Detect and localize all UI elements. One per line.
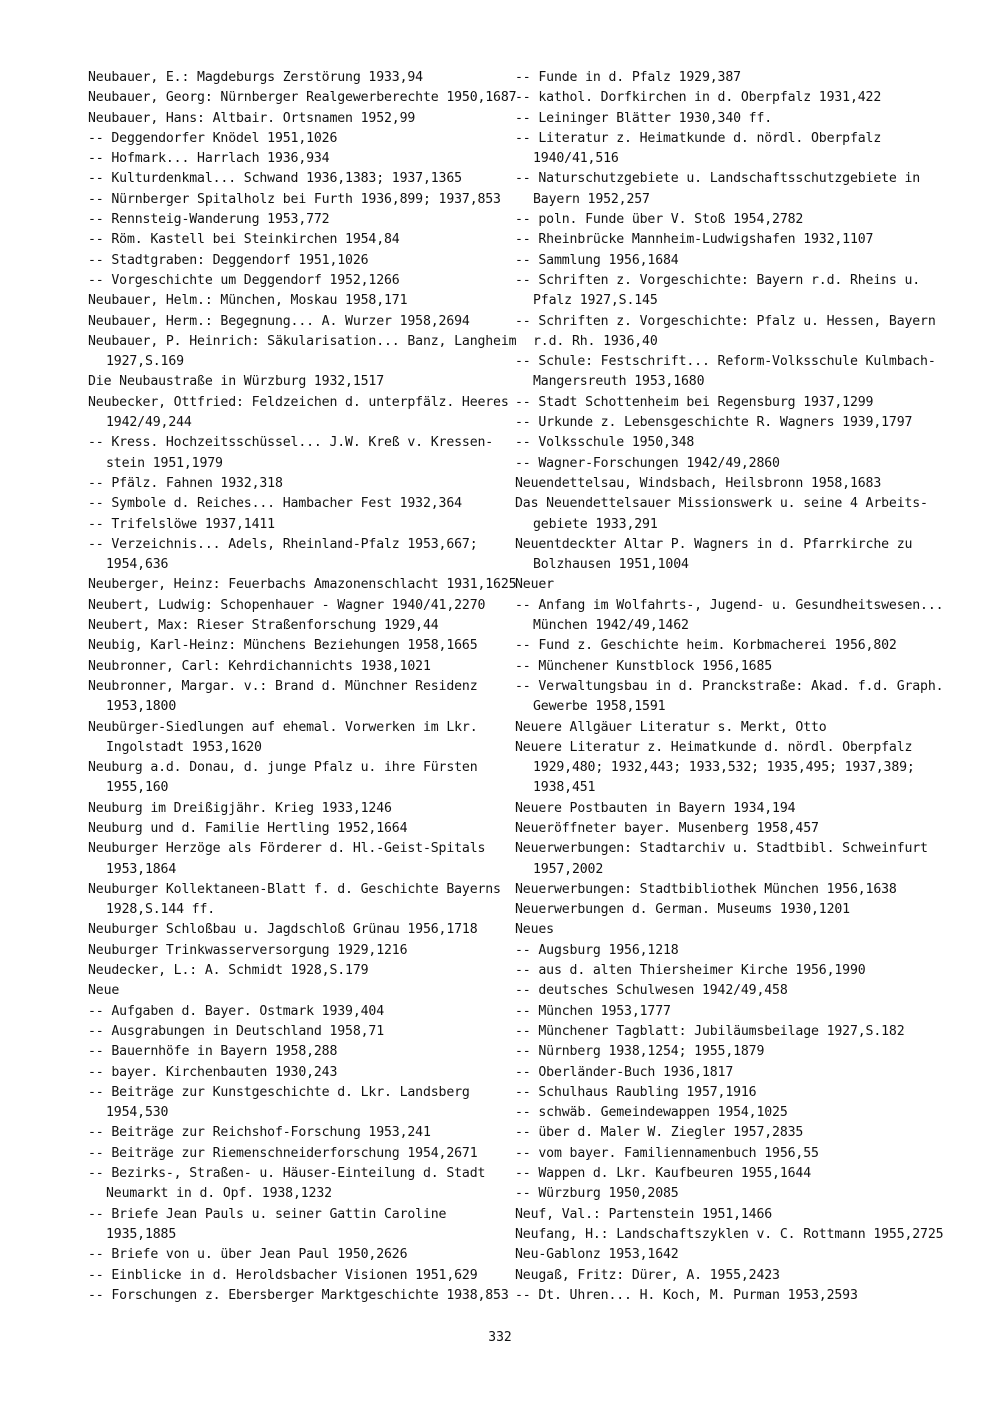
index-entry-text: -- Schulhaus Raubling 1957,1916	[515, 1084, 757, 1100]
index-entry-continuation: Ingolstadt 1953,1620	[106, 739, 262, 755]
index-entry	[515, 880, 955, 900]
index-entry-text: Neuburger Schloßbau u. Jagdschloß Grünau 1956,1718	[88, 922, 478, 938]
index-entry-continuation: München 1942/49,1462	[533, 618, 689, 634]
index-entry	[515, 1286, 955, 1306]
index-entry-text: -- Ausgrabungen in Deutschland 1958,71	[88, 1023, 385, 1039]
index-entry-text: Neues	[515, 922, 554, 938]
index-entry-text: -- Briefe von u. über Jean Paul 1950,2626	[88, 1247, 408, 1263]
index-entry-text: -- Münchener Kunstblock 1956,1685	[515, 658, 773, 674]
index-entry	[88, 657, 528, 677]
index-entry-text: Die Neubaustraße in Würzburg 1932,1517	[88, 374, 385, 390]
index-entry-continuation: 1942/49,244	[106, 415, 192, 431]
index-entry	[515, 230, 955, 250]
index-entry	[515, 494, 955, 535]
index-entry	[515, 738, 955, 799]
index-entry	[88, 1245, 528, 1265]
index-entry-text: -- Fund z. Geschichte heim. Korbmacherei 1956,802	[515, 638, 897, 654]
index-entry-text: -- Beiträge zur Reichshof-Forschung 1953,241	[88, 1125, 431, 1141]
index-entry-text: Neuere Allgäuer Literatur s. Merkt, Otto	[515, 719, 827, 735]
index-entry-text: Neueröffneter bayer. Musenberg 1958,457	[515, 820, 819, 836]
index-entry-text: -- Wagner-Forschungen 1942/49,2860	[515, 455, 780, 471]
index-entry-text: -- Schriften z. Vorgeschichte: Bayern r.d. Rheins u.	[515, 272, 921, 288]
index-entry	[88, 312, 528, 332]
index-entry-text: -- Wappen d. Lkr. Kaufbeuren 1955,1644	[515, 1166, 812, 1182]
index-entry	[515, 900, 955, 920]
index-entry-text: -- Schule: Festschrift... Reform-Volksschule Kulmbach-	[515, 354, 936, 370]
index-entry-text: Neubronner, Carl: Kehrdichannichts 1938,1021	[88, 658, 431, 674]
index-entry-text: -- Nürnberger Spitalholz bei Furth 1936,899; 1937,853	[88, 191, 501, 207]
index-entry	[515, 941, 955, 961]
index-entry-text: -- Beiträge zur Riemenschneiderforschung 1954,2671	[88, 1145, 478, 1161]
index-entry	[88, 291, 528, 311]
index-entry	[515, 433, 955, 453]
index-entry-continuation: 1954,530	[106, 1105, 169, 1121]
index-entry-text: Neuere Literatur z. Heimatkunde d. nördl. Oberpfalz	[515, 739, 913, 755]
index-entry-text: Neugaß, Fritz: Dürer, A. 1955,2423	[515, 1267, 780, 1283]
index-entry	[88, 251, 528, 271]
index-entry	[515, 1205, 955, 1225]
index-entry-text: Neubürger-Siedlungen auf ehemal. Vorwerken im Lkr.	[88, 719, 478, 735]
index-entry	[88, 210, 528, 230]
index-entry	[88, 677, 528, 718]
index-entry-continuation: 1953,1864	[106, 861, 177, 877]
index-entry-text: -- deutsches Schulwesen 1942/49,458	[515, 983, 788, 999]
index-entry-continuation: 1938,451	[533, 780, 596, 796]
index-entry-text: Neuere Postbauten in Bayern 1934,194	[515, 800, 796, 816]
index-entry-text: -- Verzeichnis... Adels, Rheinland-Pfalz 1953,667;	[88, 536, 478, 552]
index-entry-text: -- Leininger Blätter 1930,340 ff.	[515, 110, 773, 126]
index-entry	[515, 1083, 955, 1103]
index-entry	[515, 596, 955, 637]
index-entry-text: Neuerwerbungen d. German. Museums 1930,1201	[515, 902, 850, 918]
index-entry	[88, 494, 528, 514]
index-entry-text: Das Neuendettelsauer Missionswerk u. seine 4 Arbeits-	[515, 496, 928, 512]
index-entry-text: -- Röm. Kastell bei Steinkirchen 1954,84	[88, 232, 400, 248]
index-entry-text: Neuburg a.d. Donau, d. junge Pfalz u. ihre Fürsten	[88, 760, 478, 776]
index-entry-text: -- Oberländer-Buch 1936,1817	[515, 1064, 734, 1080]
index-entry	[515, 68, 955, 88]
index-entry	[88, 190, 528, 210]
index-entry-text: Neuburg und d. Familie Hertling 1952,1664	[88, 820, 408, 836]
index-entry	[88, 535, 528, 576]
index-entry	[515, 1042, 955, 1062]
index-entry	[515, 718, 955, 738]
index-entry	[515, 454, 955, 474]
index-entry	[515, 1164, 955, 1184]
index-entry	[515, 169, 955, 210]
index-entry-text: -- Münchener Tagblatt: Jubiläumsbeilage 1927,S.182	[515, 1023, 905, 1039]
index-entry-text: Neuberger, Heinz: Feuerbachs Amazonenschlacht 1931,1625	[88, 577, 517, 593]
index-entry	[88, 1266, 528, 1286]
index-entry-text: -- Stadtgraben: Deggendorf 1951,1026	[88, 252, 369, 268]
index-entry	[515, 657, 955, 677]
index-entry-continuation: 1935,1885	[106, 1226, 177, 1242]
index-entry-text: -- Dt. Uhren... H. Koch, M. Purman 1953,2593	[515, 1287, 858, 1303]
index-entry-text: -- Deggendorfer Knödel 1951,1026	[88, 130, 338, 146]
index-entry-text: -- Pfälz. Fahnen 1932,318	[88, 475, 283, 491]
index-entry-text: Neu-Gablonz 1953,1642	[515, 1247, 679, 1263]
index-entry-continuation: Pfalz 1927,S.145	[533, 293, 658, 309]
index-entry	[88, 981, 528, 1001]
index-entry	[515, 109, 955, 129]
index-entry-continuation: 1927,S.169	[106, 354, 184, 370]
index-entry	[88, 1042, 528, 1062]
index-entry	[88, 88, 528, 108]
index-entry	[515, 1063, 955, 1083]
index-entry-text: -- Trifelslöwe 1937,1411	[88, 516, 275, 532]
index-entry-text: -- Sammlung 1956,1684	[515, 252, 679, 268]
index-entry-text: Neuerwerbungen: Stadtarchiv u. Stadtbibl. Schweinfurt	[515, 841, 928, 857]
index-entry	[88, 271, 528, 291]
index-entry	[515, 1225, 955, 1245]
index-entry-text: Neufang, H.: Landschaftszyklen v. C. Rottmann 1955,2725	[515, 1226, 944, 1242]
index-entry-continuation: Bolzhausen 1951,1004	[533, 557, 689, 573]
index-entry	[515, 981, 955, 1001]
index-entry-text: -- vom bayer. Familiennamenbuch 1956,55	[515, 1145, 819, 1161]
index-entry-text: -- München 1953,1777	[515, 1003, 671, 1019]
index-entry	[515, 1002, 955, 1022]
index-entry-text: Neubauer, Herm.: Begegnung... A. Wurzer 1958,2694	[88, 313, 470, 329]
index-entry	[88, 149, 528, 169]
index-entry	[88, 575, 528, 595]
index-entry-text: Neuburger Kollektaneen-Blatt f. d. Geschichte Bayerns	[88, 881, 501, 897]
index-entry-continuation: 1940/41,516	[533, 151, 619, 167]
index-entry-continuation: Gewerbe 1958,1591	[533, 699, 666, 715]
index-entry	[88, 1002, 528, 1022]
index-entry	[88, 1205, 528, 1246]
index-entry	[515, 575, 955, 595]
index-entry	[515, 1103, 955, 1123]
index-entry	[88, 372, 528, 392]
index-entry-text: -- Würzburg 1950,2085	[515, 1186, 679, 1202]
index-entry-text: Neuburger Herzöge als Förderer d. Hl.-Geist-Spitals	[88, 841, 486, 857]
index-entry	[88, 961, 528, 981]
index-column-right	[515, 68, 955, 1306]
index-entry-text: -- Beiträge zur Kunstgeschichte d. Lkr. Landsberg	[88, 1084, 470, 1100]
index-entry-text: Neubronner, Margar. v.: Brand d. Münchner Residenz	[88, 678, 478, 694]
index-entry	[515, 1144, 955, 1164]
index-entry	[515, 352, 955, 393]
index-entry	[515, 1022, 955, 1042]
index-entry-text: Neuburg im Dreißigjähr. Krieg 1933,1246	[88, 800, 392, 816]
index-entry-continuation: r.d. Rh. 1936,40	[533, 333, 658, 349]
index-entry-continuation: 1955,160	[106, 780, 169, 796]
index-entry-text: -- Schriften z. Vorgeschichte: Pfalz u. Hessen, Bayern	[515, 313, 936, 329]
index-entry	[88, 515, 528, 535]
index-entry	[88, 718, 528, 759]
index-entry-continuation: gebiete 1933,291	[533, 516, 658, 532]
index-entry-text: -- Nürnberg 1938,1254; 1955,1879	[515, 1044, 765, 1060]
index-entry-text: Neubauer, E.: Magdeburgs Zerstörung 1933,94	[88, 70, 423, 85]
index-entry-text: -- Kulturdenkmal... Schwand 1936,1383; 1937,1365	[88, 171, 462, 187]
index-entry	[88, 758, 528, 799]
index-entry-text: -- Verwaltungsbau in d. Pranckstraße: Akad. f.d. Graph.	[515, 678, 944, 694]
index-entry-text: -- Symbole d. Reiches... Hambacher Fest 1932,364	[88, 496, 462, 512]
index-entry	[88, 636, 528, 656]
index-entry	[88, 1164, 528, 1205]
index-entry-text: -- Bezirks-, Straßen- u. Häuser-Einteilung d. Stadt	[88, 1166, 486, 1182]
index-entry	[515, 271, 955, 312]
index-entry-text: -- Literatur z. Heimatkunde d. nördl. Oberpfalz	[515, 130, 882, 146]
index-entry-text: -- Forschungen z. Ebersberger Marktgeschichte 1938,853	[88, 1287, 509, 1303]
index-entry-text: -- Volksschule 1950,348	[515, 435, 695, 451]
index-entry-text: Neuburger Trinkwasserversorgung 1929,1216	[88, 942, 408, 958]
index-entry-text: Neuer	[515, 577, 554, 593]
index-entry	[88, 393, 528, 434]
index-entry-text: -- Bauernhöfe in Bayern 1958,288	[88, 1044, 338, 1060]
index-entry-text: -- Urkunde z. Lebensgeschichte R. Wagners 1939,1797	[515, 415, 913, 431]
index-entry-text: -- poln. Funde über V. Stoß 1954,2782	[515, 212, 804, 228]
index-entry-text: -- Briefe Jean Pauls u. seiner Gattin Caroline	[88, 1206, 447, 1222]
index-entry-text: Neubecker, Ottfried: Feldzeichen d. unterpfälz. Heeres	[88, 394, 509, 410]
index-entry	[88, 129, 528, 149]
index-entry	[515, 636, 955, 656]
index-entry	[88, 332, 528, 373]
index-entry	[88, 1123, 528, 1143]
index-entry	[515, 413, 955, 433]
index-entry	[88, 230, 528, 250]
index-entry	[515, 961, 955, 981]
index-entry	[515, 839, 955, 880]
index-entry	[515, 88, 955, 108]
index-entry-text: Neuerwerbungen: Stadtbibliothek München 1956,1638	[515, 881, 897, 897]
index-entry-text: Neubauer, Hans: Altbair. Ortsnamen 1952,99	[88, 110, 416, 126]
index-entry-text: -- Vorgeschichte um Deggendorf 1952,1266	[88, 272, 400, 288]
index-entry-continuation: Bayern 1952,257	[533, 191, 650, 207]
index-entry-continuation: stein 1951,1979	[106, 455, 223, 471]
index-entry	[515, 1184, 955, 1204]
index-entry	[88, 474, 528, 494]
index-entry	[88, 1286, 528, 1306]
index-column-left	[88, 68, 528, 1306]
index-entry-text: -- Augsburg 1956,1218	[515, 942, 679, 958]
index-entry	[88, 169, 528, 189]
index-entry	[88, 68, 528, 88]
index-entry-text: -- Hofmark... Harrlach 1936,934	[88, 151, 330, 167]
index-entry-text: -- über d. Maler W. Ziegler 1957,2835	[515, 1125, 804, 1141]
index-entry-text: -- Anfang im Wolfahrts-, Jugend- u. Gesundheitswesen...	[515, 597, 944, 613]
index-entry	[515, 535, 955, 576]
index-entry-continuation: 1957,2002	[533, 861, 604, 877]
index-entry	[88, 819, 528, 839]
index-entry-text: -- kathol. Dorfkirchen in d. Oberpfalz 1931,422	[515, 90, 882, 106]
index-entry	[515, 1123, 955, 1143]
index-entry-continuation: 1928,S.144 ff.	[106, 902, 216, 918]
index-entry	[88, 880, 528, 921]
index-entry-text: -- Aufgaben d. Bayer. Ostmark 1939,404	[88, 1003, 385, 1019]
index-entry-text: Neuentdeckter Altar P. Wagners in d. Pfarrkirche zu	[515, 536, 913, 552]
index-entry-text: -- Einblicke in d. Heroldsbacher Visionen 1951,629	[88, 1267, 478, 1283]
index-entry-text: Neubauer, Georg: Nürnberger Realgewerberechte 1950,1687	[88, 90, 517, 106]
index-entry-continuation: 1954,636	[106, 557, 169, 573]
index-entry	[515, 1245, 955, 1265]
index-entry-continuation: 1953,1800	[106, 699, 177, 715]
index-entry-text: -- Naturschutzgebiete u. Landschaftsschutzgebiete in	[515, 171, 921, 187]
index-entry	[88, 799, 528, 819]
index-entry-text: Neuf, Val.: Partenstein 1951,1466	[515, 1206, 773, 1222]
page-number: 332	[488, 1330, 512, 1345]
index-entry	[515, 1266, 955, 1286]
index-entry	[88, 433, 528, 474]
index-entry	[88, 616, 528, 636]
index-entry	[515, 677, 955, 718]
index-entry	[88, 920, 528, 940]
index-entry	[88, 839, 528, 880]
index-entry	[515, 799, 955, 819]
index-entry-text: Neubauer, P. Heinrich: Säkularisation... Banz, Langheim	[88, 333, 517, 349]
index-entry-text: Neudecker, L.: A. Schmidt 1928,S.179	[88, 963, 369, 979]
index-entry-text: Neue	[88, 983, 120, 999]
index-entry-continuation: 1929,480; 1932,443; 1933,532; 1935,495; 1937,389;	[533, 760, 915, 776]
index-entry	[88, 1144, 528, 1164]
index-entry	[515, 251, 955, 271]
index-entry	[515, 819, 955, 839]
index-entry-text: Neubauer, Helm.: München, Moskau 1958,171	[88, 293, 408, 309]
index-entry-text: -- Stadt Schottenheim bei Regensburg 1937,1299	[515, 394, 874, 410]
index-entry-text: Neubig, Karl-Heinz: Münchens Beziehungen 1958,1665	[88, 638, 478, 654]
index-entry	[88, 596, 528, 616]
index-entry	[515, 474, 955, 494]
index-entry	[88, 1083, 528, 1124]
index-entry-text: Neubert, Ludwig: Schopenhauer - Wagner 1940/41,2270	[88, 597, 486, 613]
index-entry-text: -- schwäb. Gemeindewappen 1954,1025	[515, 1105, 788, 1121]
index-entry-text: -- Kress. Hochzeitsschüssel... J.W. Kreß v. Kressen-	[88, 435, 494, 451]
index-entry-text: -- bayer. Kirchenbauten 1930,243	[88, 1064, 338, 1080]
index-entry-continuation: Neumarkt in d. Opf. 1938,1232	[106, 1186, 332, 1202]
index-entry	[515, 129, 955, 170]
index-entry-text: -- Funde in d. Pfalz 1929,387	[515, 70, 741, 85]
index-entry-text: Neuendettelsau, Windsbach, Heilsbronn 1958,1683	[515, 475, 882, 491]
index-entry-text: -- Rheinbrücke Mannheim-Ludwigshafen 1932,1107	[515, 232, 874, 248]
index-entry-text: Neubert, Max: Rieser Straßenforschung 1929,44	[88, 618, 439, 634]
index-entry	[88, 1022, 528, 1042]
index-entry	[515, 393, 955, 413]
index-entry	[515, 312, 955, 353]
index-entry-text: -- aus d. alten Thiersheimer Kirche 1956,1990	[515, 963, 866, 979]
index-entry	[515, 920, 955, 940]
index-entry	[88, 1063, 528, 1083]
index-entry	[88, 941, 528, 961]
index-entry	[515, 210, 955, 230]
index-entry-text: -- Rennsteig-Wanderung 1953,772	[88, 212, 330, 228]
index-entry	[88, 109, 528, 129]
index-entry-continuation: Mangersreuth 1953,1680	[533, 374, 705, 390]
